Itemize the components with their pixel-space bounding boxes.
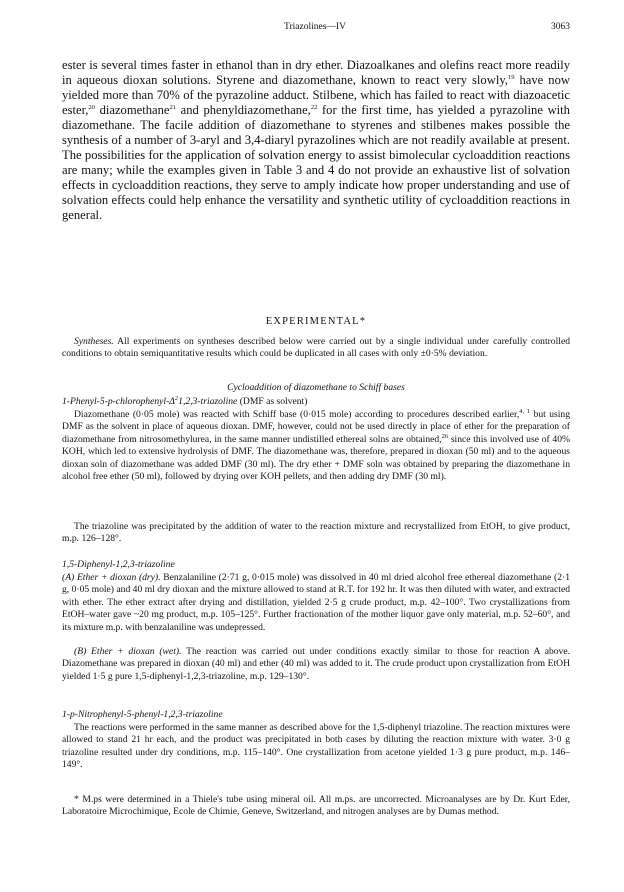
intro-text-a: ester is several times faster in ethanol than in dry ether. Diazoalkanes and olefins react more readily in aqueous dioxan solutions. Styrene and diazomethane, known to react very slowly, [62,58,570,87]
footnote-text: * M.ps were determined in a Thiele's tube using mineral oil. All m.ps. are uncorrected. Microanalyses are by Dr. Kurt Eder, Laboratoire Microchimique, Ecole de Chimie, Geneve, Switzerland, and nitrogen analyses are by Dumas method. [62,794,570,818]
cycloaddition-subheading: Cycloaddition of diazomethane to Schiff bases [227,382,405,393]
compound3-title: 1-p-Nitrophenyl-5-phenyl-1,2,3-triazoline [62,709,223,720]
page-number: 3063 [551,22,570,32]
compound2-pA-text: Benzalaniline (2·71 g, 0·015 mole) was dissolved in 40 ml dried alcohol free ethereal diazomethane (2·1 g, 0·05 mole) and 40 ml dry dioxan and the mixture allowed to stand at R.T. for 192 hr. It was then diluted with water, and extracted with ether. The ether extract after drying and distillation, yielded 2·5 g crude product, m.p. 42–100°. Two crystallizations from EtOH–water gave ~20 mg product, m.p. 105–125°. Further fractionation of the mother liquor gave only material, m.p. 52–60°, and its mixture m.p. with benzalaniline was undepressed. [62,572,570,633]
compound1-p2: The triazoline was precipitated by the addition of water to the reaction mixture and recrystallized from EtOH, to give product, m.p. 126–128°. [62,521,570,545]
running-title: Triazolines—IV [284,22,346,32]
footnote [62,794,570,819]
compound2-paragraph-b [62,646,570,683]
syntheses-text: All experiments on syntheses described below were carried out by a single individual under carefully controlled conditions to obtain semiquantitative results which could be duplicated in all cases with only ±0·5% deviation. [62,336,570,360]
compound1-paragraph-2 [62,521,570,546]
page-header [60,22,570,36]
intro-paragraph [62,58,570,223]
ref-20: 20 [88,103,95,111]
ref-22: 22 [310,103,318,111]
compound1-title-b: 1,2,3-triazoline [178,396,238,407]
intro-text-c: diazomethane [94,103,170,117]
ref-19: 19 [507,73,515,81]
compound1-ref-26: 26 [441,432,449,440]
compound3-p1: The reactions were performed in the same manner as described above for the 1,5-diphenyl triazoline. The reaction mixtures were allowed to stand 21 hr each, and the product was precipitated in both cases by diluting the reaction mixture with water. 3·0 g triazoline resulted under dry conditions, m.p. 115–140°. One crystallization from acetone yielded 1·3 g pure product, m.p. 146–149°. [62,722,570,771]
intro-text-d: and phenyldiazomethane, [176,103,311,117]
intro-text-b: have now yielded more than 70% of the pyrazoline adduct. Stilbene, which has failed to react with diazoacetic ester, [62,73,570,117]
compound2-pB-label: (B) Ether + dioxan (wet). [74,646,182,657]
syntheses-label: Syntheses. [74,336,114,347]
syntheses-paragraph [62,336,570,361]
compound1-title-a: 1-Phenyl-5-p-chlorophenyl-Δ [62,396,175,407]
compound1-title-c: (DMF as solvent) [237,396,308,407]
compound1-ref-4-1: 4, 1 [519,407,531,415]
experimental-heading: EXPERIMENTAL* [265,316,367,327]
compound1-title-sup: 2 [174,394,179,402]
compound1-p1-b: but using DMF as the solvent in place of aqueous dioxan. DMF, however, could not be used directly in place of ether for the preparation of diazomethane from nitrosomethylurea, in the same manner undistilled ethereal solns are obtained, [62,409,571,445]
compound2-title: 1,5-Diphenyl-1,2,3-triazoline [62,559,175,570]
compound2-pB-text: The reaction was carried out under conditions exactly similar to those for reaction A above. Diazomethane was prepared in dioxan (40 ml) and ether (40 ml) was added to it. The crude product upon crystallization from EtOH yielded 1·5 g pure 1,5-diphenyl-1,2,3-triazoline, m.p. 129–130°. [62,646,570,682]
ref-21: 21 [169,103,176,111]
compound3-paragraph [62,722,570,772]
compound2-paragraph-a [62,572,570,634]
compound2-pA-label: (A) Ether + dioxan (dry). [62,572,161,583]
compound1-p1-a: Diazomethane (0·05 mole) was reacted with Schiff base (0·015 mole) according to procedures described earlier, [74,409,520,420]
intro-text-e: for the first time, has yielded a pyrazoline with diazomethane. The facile addition of diazomethane to styrenes and stilbenes makes possible the synthesis of a number of 3-aryl and 3,4-diaryl pyrazolines which are not readily available at present. The possibilities for the application of solvation energy to assist bimolecular cycloaddition reactions are many; while the examples given in Table 3 and 4 do not provide an exhaustive list of solvation effects in cycloaddition reactions, they serve to amply indicate how proper understanding and use of solvation effects could help enhance the versatility and synthetic utility of cycloaddition reactions in general. [62,103,570,222]
compound1-title [62,396,570,407]
compound1-p1-c: since this involved use of 40% KOH, which led to extensive hydrolysis of DMF. The diazomethane was, therefore, prepared in dioxan (50 ml) and to the aqueous dioxan soln of diazomethane was added DMF (30 ml). The dry ether + DMF soln was obtained by preparing the diazomethane in alcohol free ether (50 ml), followed by drying over KOH pellets, and then adding dry DMF (30 ml). [62,433,571,483]
compound1-paragraph-1 [62,409,570,483]
